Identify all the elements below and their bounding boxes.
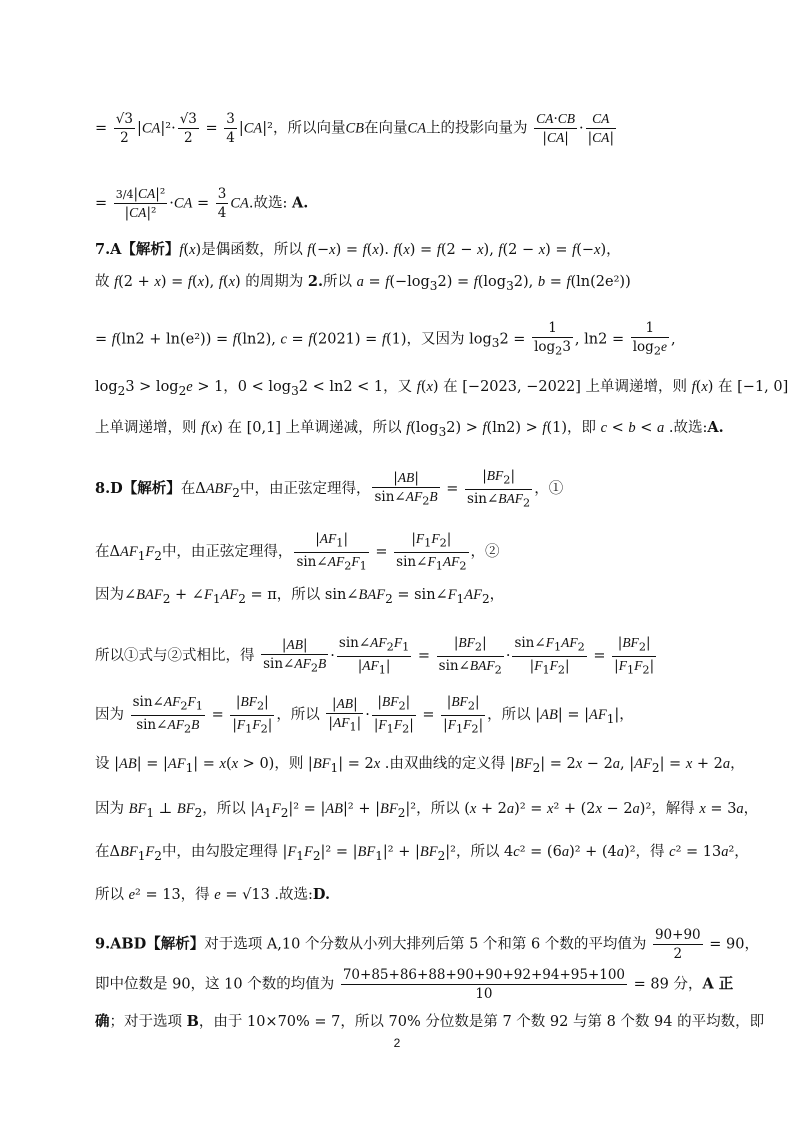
line-17: 9.ABD【解析】对于选项 A,10 个分数从小列大排列后第 5 个和第 6 个数的平均值为 $\frac{90+90}{2}$ = 90， xyxy=(95,927,759,963)
line-1: = $\frac{√3}{2}$ |CA|²· $\frac{√3}{2}$ = $\frac{3}{4}$ |CA|²，所以向量CB在向量CA上的投影向量为 $\frac{CA\cdot CB}{|CA|}$ · $\frac{CA}{|CA|}$ xyxy=(95,111,614,147)
line-8: 8.D【解析】在$\Delta ABF_2$中，由正弦定理得， $\frac{|AB|}{\sin\angle AF_2B}$ = $\frac{|BF_2|}{\sin\angle BAF_2}$ ，① xyxy=(95,468,564,510)
page-number: 2 xyxy=(393,1036,401,1050)
line-18: 即中位数是 90，这 10 个数的均值为 $\frac{70+85+86+88+90+90+92+94+95+100}{10}$ = 89 分，A 正 xyxy=(95,967,734,1003)
line-13: 设 $|AB| = |AF_1| = x(x > 0)$，则 $|BF_1| = 2x$ .由双曲线的定义得 $|BF_2| = 2x - 2a$, $|AF_2| = x + 2a$， xyxy=(95,756,745,775)
line-12: 因为 $\frac{\sin\angle AF_2F_1}{\sin\angle AF_2B}$ = $\frac{|BF_2|}{|F_1F_2|}$ ，所以 $\frac{|AB|}{|AF_1|}$ · $\frac{|BF_2|}{|F_1F_2|}$ = $\frac{|BF_2|}{|F_1F_2|}$ ，所以 $|AB| = |AF_1|$， xyxy=(95,694,634,736)
line-10: 因为$\angle BAF_2$ + $\angle F_1AF_2 = \pi$，所以 $\sin\angle BAF_2$ = $\sin\angle F_1AF_2$， xyxy=(95,587,505,606)
line-14: 因为 $BF_1$ ⊥ $BF_2$，所以 $|A_1F_2|^2 = |AB|^2 + |BF_2|^2$，所以 (x + 2a)² = x² + (2x − 2a)²，解得 x = 3a， xyxy=(95,801,759,820)
line-7: 上单调递增，则 f(x) 在 [0,1] 上单调递减，所以 $f(\log_32) > f(\ln 2) > f(1)$，即 c < b < a .故选:A. xyxy=(95,419,724,439)
line-15: 在$\Delta BF_1F_2$中，由勾股定理得 $|F_1F_2|^2 = |BF_1|^2 + |BF_2|^2$，所以 4c² = (6a)² + (4a)²，得 c² = 13a²， xyxy=(95,844,749,863)
line-4: 故 f(2 + x) = f(x), f(x) 的周期为 2.所以 $a = f(-\log_32) = f(\log_32)$, b = f(ln(2e²)) xyxy=(95,273,631,293)
line-6: $\log_23 > \log_2e > 1$，$0 < \log_32 < \ln 2 < 1$，又 f(x) 在 [−2023, −2022] 上单调递增，则 f(x) 在 [−1, 0] xyxy=(95,379,789,398)
line-3: 7.A【解析】f(x)是偶函数，所以 f(−x) = f(x). f(x) = f(2 − x), f(2 − x) = f(−x)， xyxy=(95,241,621,258)
line-19: 确；对于选项 B，由于 10×70% = 7，所以 70% 分位数是第 7 个数 92 与第 8 个数 94 的平均数，即 xyxy=(95,1013,765,1030)
line-11: 所以①式与②式相比，得 $\frac{|AB|}{\sin\angle AF_2B}$ · $\frac{\sin\angle AF_2F_1}{|AF_1|}$ = $\frac{|BF_2|}{\sin\angle BAF_2}$ · $\frac{\sin\angle F_1AF_2}{|F_1F_2|}$ = $\frac{|BF_2|}{|F_1F_2|}$ xyxy=(95,635,655,677)
line-9: 在$\Delta AF_1F_2$中，由正弦定理得， $\frac{|AF_1|}{\sin\angle AF_2F_1}$ = $\frac{|F_1F_2|}{\sin\angle F_1AF_2}$ ，② xyxy=(95,531,500,573)
line-16: 所以 e² = 13，得 e = √13 .故选:D. xyxy=(95,886,331,903)
line-2: = $\frac{\text{3/4|CA|²}}{\text{|CA|²}}$ ·CA = $\frac{3}{4}$ CA.故选: A. xyxy=(95,186,309,222)
line-5: = f(ln2 + ln(e²)) = f(ln2), c = f(2021) = f(1)，又因为 $\log_32$ = $\frac{1}{\log_23}$ , ln2 = $\frac{1}{\log_2e}$ , xyxy=(95,320,676,358)
